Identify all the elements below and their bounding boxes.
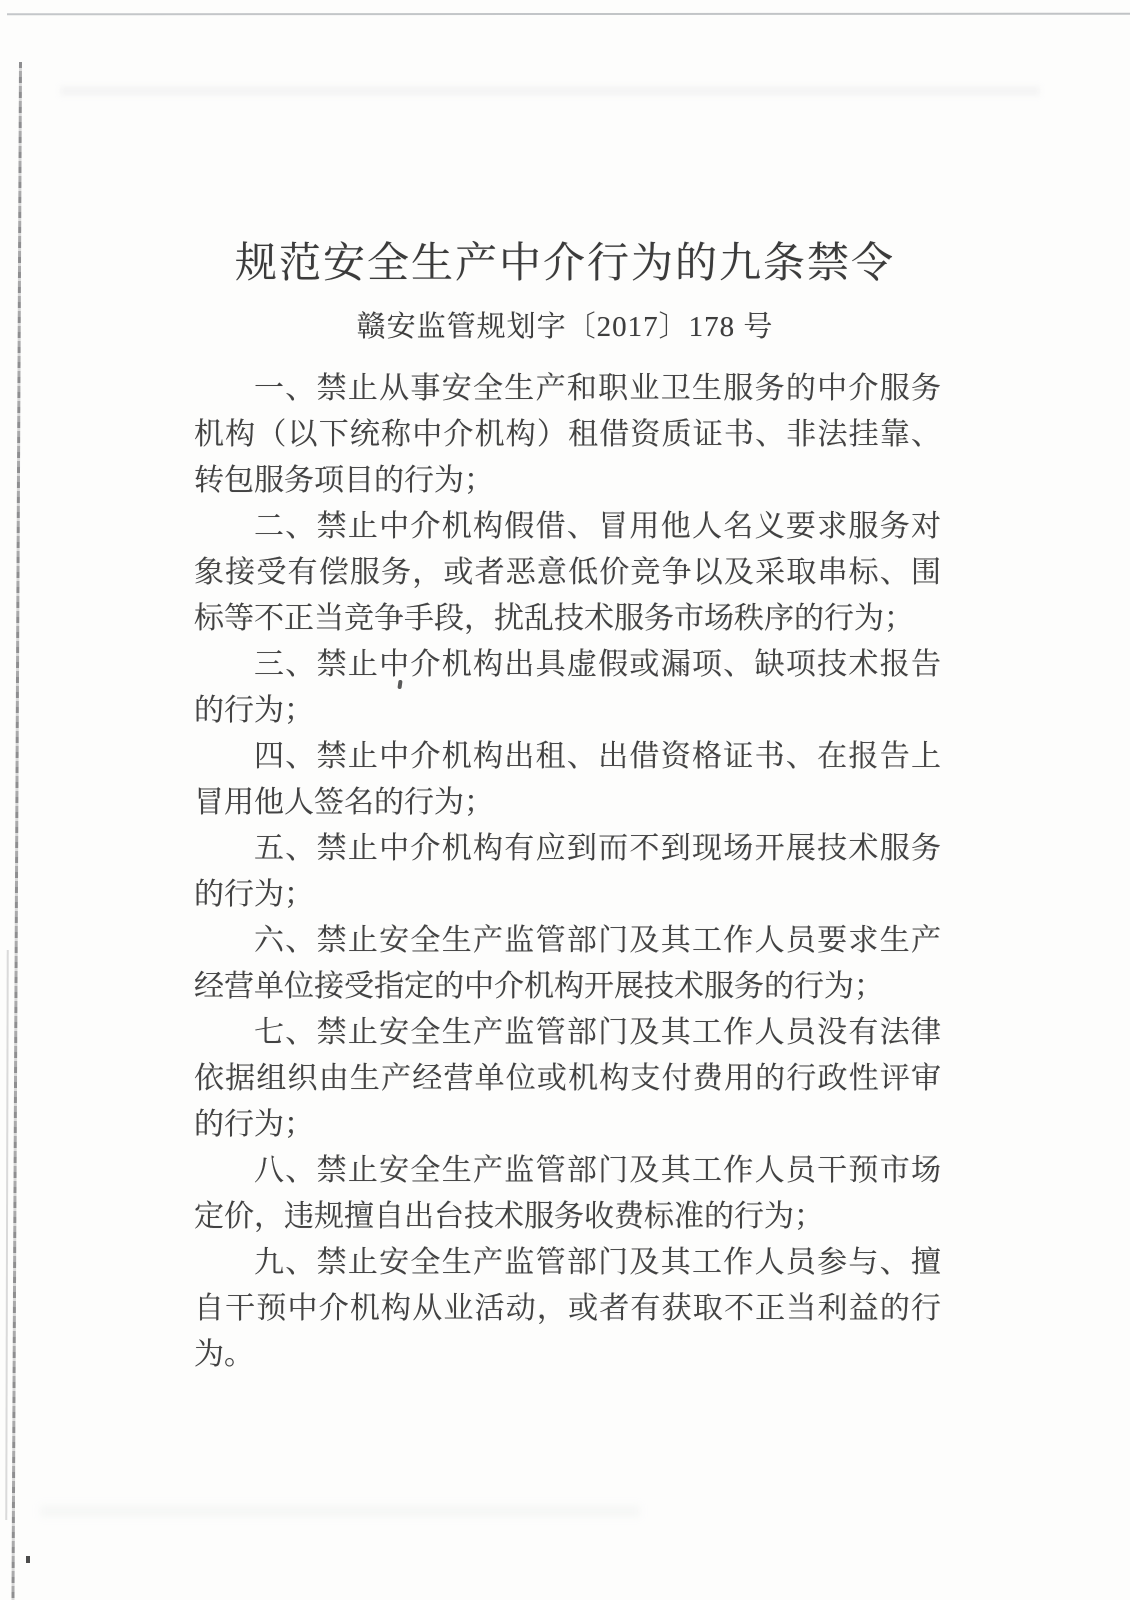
paragraph-3: 三、禁止中介机构出具虚假或漏项、缺项技术报告的行为；	[194, 648, 941, 727]
paragraph-9: 九、禁止安全生产监管部门及其工作人员参与、擅自干预中介机构从业活动，或者有获取不正当利益的行为。	[194, 1246, 941, 1371]
paragraph-2: 二、禁止中介机构假借、冒用他人名义要求服务对象接受有偿服务，或者恶意低价竞争以及采取串标、围标等不正当竞争手段，扰乱技术服务市场秩序的行为；	[194, 510, 941, 635]
document-number: 赣安监管规划字〔2017〕178 号	[356, 311, 774, 343]
document-body	[194, 366, 941, 1378]
paragraph-5: 五、禁止中介机构有应到而不到现场开展技术服务的行为；	[194, 832, 941, 911]
paragraph-8: 八、禁止安全生产监管部门及其工作人员干预市场定价，违规擅自出台技术服务收费标准的行为；	[194, 1154, 941, 1233]
paragraph-6: 六、禁止安全生产监管部门及其工作人员要求生产经营单位接受指定的中介机构开展技术服务的行为；	[194, 924, 941, 1003]
scan-artifact-top-line	[7, 13, 1130, 16]
paragraph-7: 七、禁止安全生产监管部门及其工作人员没有法律依据组织由生产经营单位或机构支付费用的行政性评审的行为；	[194, 1016, 941, 1141]
paragraph-1: 一、禁止从事安全生产和职业卫生服务的中介服务机构（以下统称中介机构）租借资质证书、非法挂靠、转包服务项目的行为；	[194, 372, 941, 497]
paragraph-4: 四、禁止中介机构出租、出借资格证书、在报告上冒用他人签名的行为；	[194, 740, 941, 819]
scan-artifact-ink-dot	[26, 1556, 30, 1563]
scan-artifact-smudge	[40, 1505, 640, 1517]
scan-artifact-left-line	[11, 62, 22, 1600]
document-title: 规范安全生产中介行为的九条禁令	[234, 241, 895, 287]
scan-artifact-smudge	[60, 86, 1040, 96]
scan-artifact-left-faint-line	[5, 950, 8, 1520]
